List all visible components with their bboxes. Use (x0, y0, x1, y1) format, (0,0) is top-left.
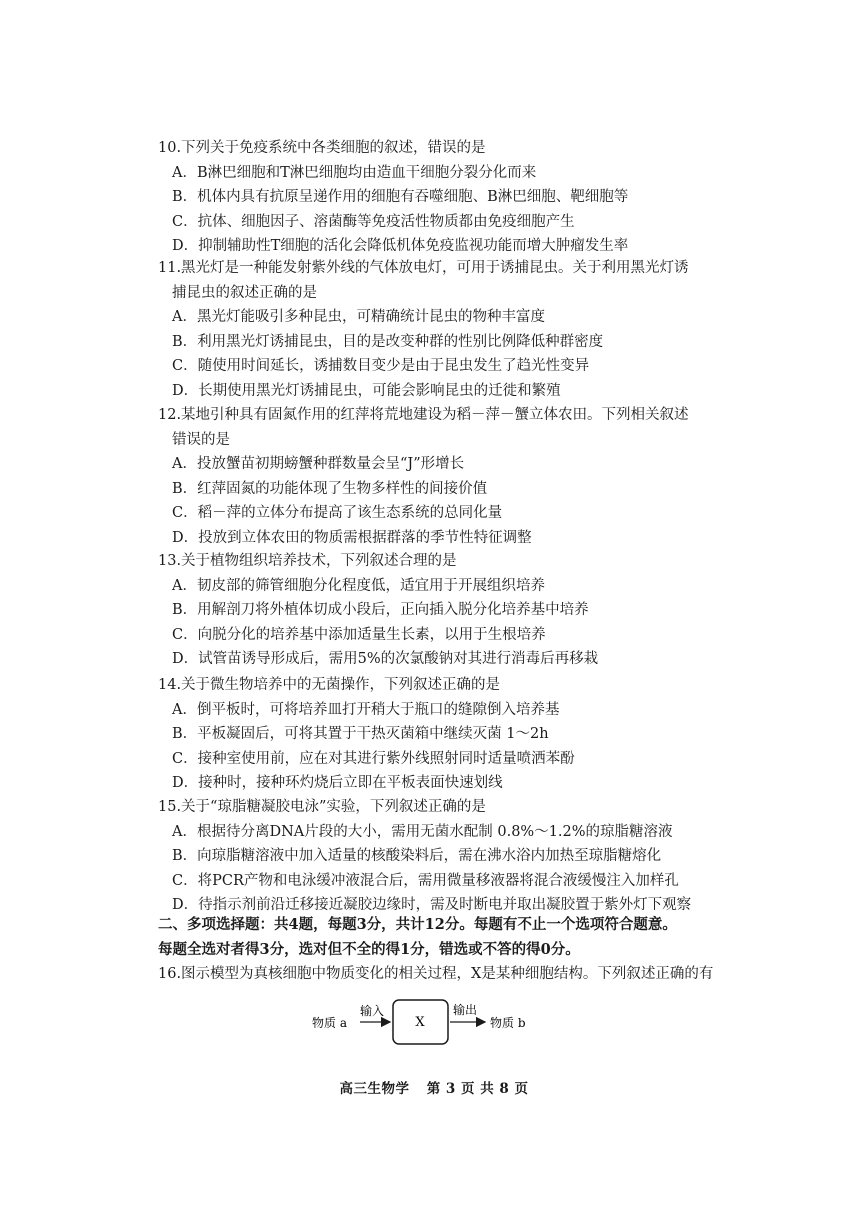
option-c: C．接种室使用前，应在对其进行紫外线照射同时适量喷洒苯酚 (172, 750, 575, 767)
option-b: B．用解剖刀将外植体切成小段后，正向插入脱分化培养基中培养 (172, 602, 589, 618)
output-label: 输出 (453, 1003, 478, 1017)
section-header-multiple-choice (158, 913, 718, 962)
output-substance-label: 物质 b (490, 1016, 526, 1030)
option-d: D．投放到立体农田的物质需根据群落的季节性特征调整 (172, 529, 532, 546)
question-stem: 11.黑光灯是一种能发射紫外线的气体放电灯，可用于诱捕昆虫。关于利用黑光灯诱 (158, 260, 689, 276)
input-label: 输入 (360, 1004, 385, 1018)
section-instructions-line2: 每题全选对者得3分，选对但不全的得1分，错选或不答的得0分。 (158, 940, 580, 958)
process-diagram (310, 998, 550, 1050)
option-b: B．机体内具有抗原呈递作用的细胞有吞噬细胞、B淋巴细胞、靶细胞等 (172, 189, 629, 205)
question-stem: 14.关于微生物培养中的无菌操作，下列叙述正确的是 (158, 677, 501, 693)
option-c: C．稻－萍的立体分布提高了该生态系统的总同化量 (172, 505, 503, 521)
question-14 (158, 673, 718, 796)
footer-subject: 高三生物学 (339, 1081, 410, 1097)
option-c: C．抗体、细胞因子、溶菌酶等免疫活性物质都由免疫细胞产生 (172, 213, 575, 230)
input-substance-label: 物质 a (312, 1016, 347, 1030)
option-c: C．随使用时间延长，诱捕数目变少是由于昆虫发生了趋光性变异 (172, 358, 590, 374)
question-11 (158, 256, 718, 403)
option-d: D．试管苗诱导形成后，需用5%的次氯酸钠对其进行消毒后再移栽 (172, 651, 599, 667)
option-d: D．接种时，接种环灼烧后立即在平板表面快速划线 (172, 775, 503, 791)
page-footer (0, 1077, 868, 1097)
question-16 (158, 962, 713, 987)
option-d: D．待指示剂前沿迁移接近凝胶边缘时，需及时断电并取出凝胶置于紫外灯下观察 (172, 897, 692, 913)
option-d: D．长期使用黑光灯诱捕昆虫，可能会影响昆虫的迁徙和繁殖 (172, 382, 561, 399)
option-a: A．倒平板时，可将培养皿打开稍大于瓶口的缝隙倒入培养基 (172, 701, 560, 718)
option-d: D．抑制辅助性T细胞的活化会降低机体免疫监视功能而增大肿瘤发生率 (172, 238, 629, 254)
question-stem: 12.某地引种具有固氮作用的红萍将荒地建设为稻－萍－蟹立体农田。下列相关叙述 (158, 407, 689, 423)
option-a: A．投放蟹苗初期螃蟹种群数量会呈“J”形增长 (172, 456, 465, 472)
diagram-svg (310, 998, 550, 1050)
question-stem: 13.关于植物组织培养技术，下列叙述合理的是 (158, 553, 457, 569)
option-a: A．根据待分离DNA片段的大小，需用无菌水配制 0.8%～1.2%的琼脂糖溶液 (172, 823, 673, 840)
option-b: B．平板凝固后，可将其置于干热灭菌箱中继续灭菌 1～2h (172, 726, 549, 742)
question-stem-continued: 错误的是 (172, 431, 230, 448)
option-c: C．向脱分化的培养基中添加适量生长素，以用于生根培养 (172, 626, 546, 643)
option-b: B．利用黑光灯诱捕昆虫，目的是改变种群的性别比例降低种群密度 (172, 333, 604, 350)
option-b: B．向琼脂糖溶液中加入适量的核酸染料后，需在沸水浴内加热至琼脂糖熔化 (172, 848, 662, 864)
question-12 (158, 403, 718, 550)
section-instructions-line1: 二、多项选择题：共4题，每题3分，共计12分。每题有不止一个选项符合题意。 (158, 916, 677, 933)
option-a: A．B淋巴细胞和T淋巴细胞均由造血干细胞分裂分化而来 (172, 164, 537, 181)
option-b: B．红萍固氮的功能体现了生物多样性的间接价值 (172, 480, 488, 497)
question-stem: 16.图示模型为真核细胞中物质变化的相关过程，X是某种细胞结构。下列叙述正确的有 (158, 966, 714, 982)
option-a: A．黑光灯能吸引多种昆虫，可精确统计昆虫的物种丰富度 (172, 309, 545, 325)
structure-x-label: X (415, 1015, 425, 1030)
question-15 (158, 795, 718, 918)
question-10 (158, 136, 718, 259)
footer-page-number: 第 3 页 共 8 页 (426, 1081, 529, 1097)
option-c: C．将PCR产物和电泳缓冲液混合后，需用微量移液器将混合液缓慢注入加样孔 (172, 872, 679, 889)
option-a: A．韧皮部的筛管细胞分化程度低，适宜用于开展组织培养 (172, 577, 545, 594)
question-stem-continued: 捕昆虫的叙述正确的是 (172, 284, 317, 301)
question-stem: 15.关于“琼脂糖凝胶电泳”实验，下列叙述正确的是 (158, 799, 486, 815)
question-13 (158, 549, 718, 672)
question-stem: 10.下列关于免疫系统中各类细胞的叙述，错误的是 (158, 140, 486, 156)
